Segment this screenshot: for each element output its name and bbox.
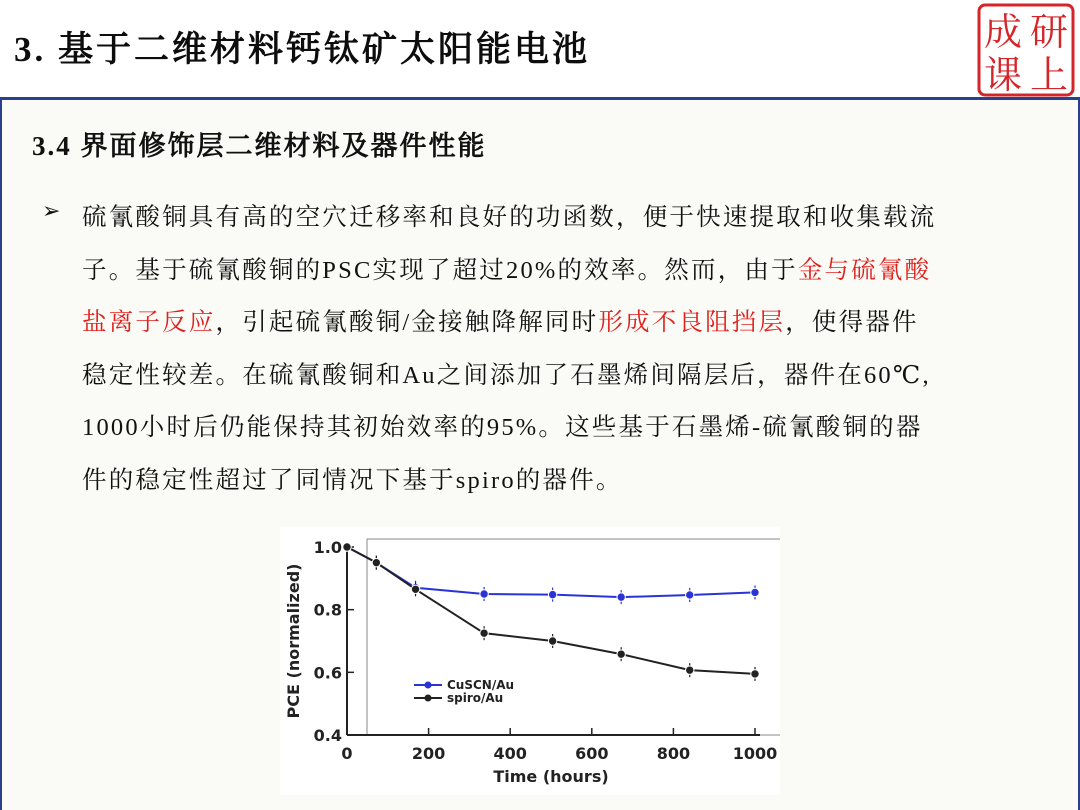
seal-char: 成: [983, 10, 1023, 54]
seal-char: 上: [1029, 53, 1069, 97]
data-point: [751, 670, 759, 678]
body-text: 1000小时后仍能保持其初始效率的95%。这些基于石墨烯-硫氰酸铜的器: [82, 414, 923, 442]
y-tick-label: 1.0: [313, 538, 342, 557]
data-point: [372, 558, 380, 566]
slide-header: [0, 0, 1080, 100]
plot-frame: [367, 539, 780, 735]
seal-char: 研: [1029, 10, 1069, 54]
x-tick-label: 600: [575, 744, 609, 763]
data-point: [548, 590, 556, 598]
section-title: 3.4 界面修饰层二维材料及器件性能: [32, 131, 487, 161]
data-point: [686, 666, 694, 674]
data-point: [751, 588, 759, 596]
seal-logo: [976, 2, 1076, 98]
x-tick-label: 400: [493, 744, 527, 763]
data-point: [480, 629, 488, 637]
data-point: [617, 593, 625, 601]
y-tick-label: 0.8: [313, 600, 342, 620]
legend-marker: [425, 682, 432, 689]
body-text: 稳定性较差。在硫氰酸铜和Au之间添加了石墨烯间隔层后，器件在60℃,: [82, 361, 931, 389]
data-point: [411, 585, 419, 593]
body-text: ，引起硫氰酸铜/金接触降解同时: [215, 309, 599, 337]
body-text: 件的稳定性超过了同情况下基于spiro的器件。: [82, 466, 623, 494]
y-tick-label: 0.6: [313, 663, 342, 683]
highlight-text: 形成不良阻挡层: [598, 309, 786, 337]
legend-marker: [425, 695, 432, 702]
seal-char: 课: [983, 53, 1023, 97]
paragraph-line: [82, 455, 1050, 508]
body-text: 子。基于硫氰酸铜的PSC实现了超过20%的效率。然而，由于: [82, 256, 798, 284]
data-point: [343, 543, 351, 551]
data-point: [480, 590, 488, 598]
data-point: [617, 650, 625, 658]
legend-label: spiro/Au: [447, 691, 504, 705]
slide-title: 3. 基于二维材料钙钛矿太阳能电池: [14, 30, 591, 69]
body-text: 硫氰酸铜具有高的空穴迁移率和良好的功函数，便于快速提取和收集载流: [82, 204, 937, 231]
legend-label: CuSCN/Au: [447, 678, 515, 692]
bullet-paragraph: [82, 192, 1050, 508]
data-point: [548, 637, 556, 645]
bullet-arrow-icon: ➢: [42, 199, 61, 224]
highlight-text: 盐离子反应: [82, 309, 216, 337]
paragraph-line: [82, 350, 1050, 403]
paragraph-line: [82, 297, 1050, 350]
paragraph-line: [82, 192, 1050, 245]
data-point: [686, 591, 694, 599]
x-tick-label: 800: [656, 744, 691, 763]
paragraph-line: [82, 402, 1050, 455]
pce-line-chart: [280, 527, 780, 795]
x-axis-label: Time (hours): [493, 767, 609, 786]
x-tick-label: 1000: [732, 744, 778, 763]
highlight-text: 金与硫氰酸: [797, 256, 932, 284]
y-axis-label: PCE (normalized): [284, 563, 303, 719]
x-tick-label: 0: [341, 744, 353, 763]
body-text: ，使得器件: [785, 309, 919, 337]
x-tick-label: 200: [411, 744, 446, 763]
y-tick-label: 0.4: [313, 726, 342, 745]
paragraph-line: [82, 245, 1050, 298]
